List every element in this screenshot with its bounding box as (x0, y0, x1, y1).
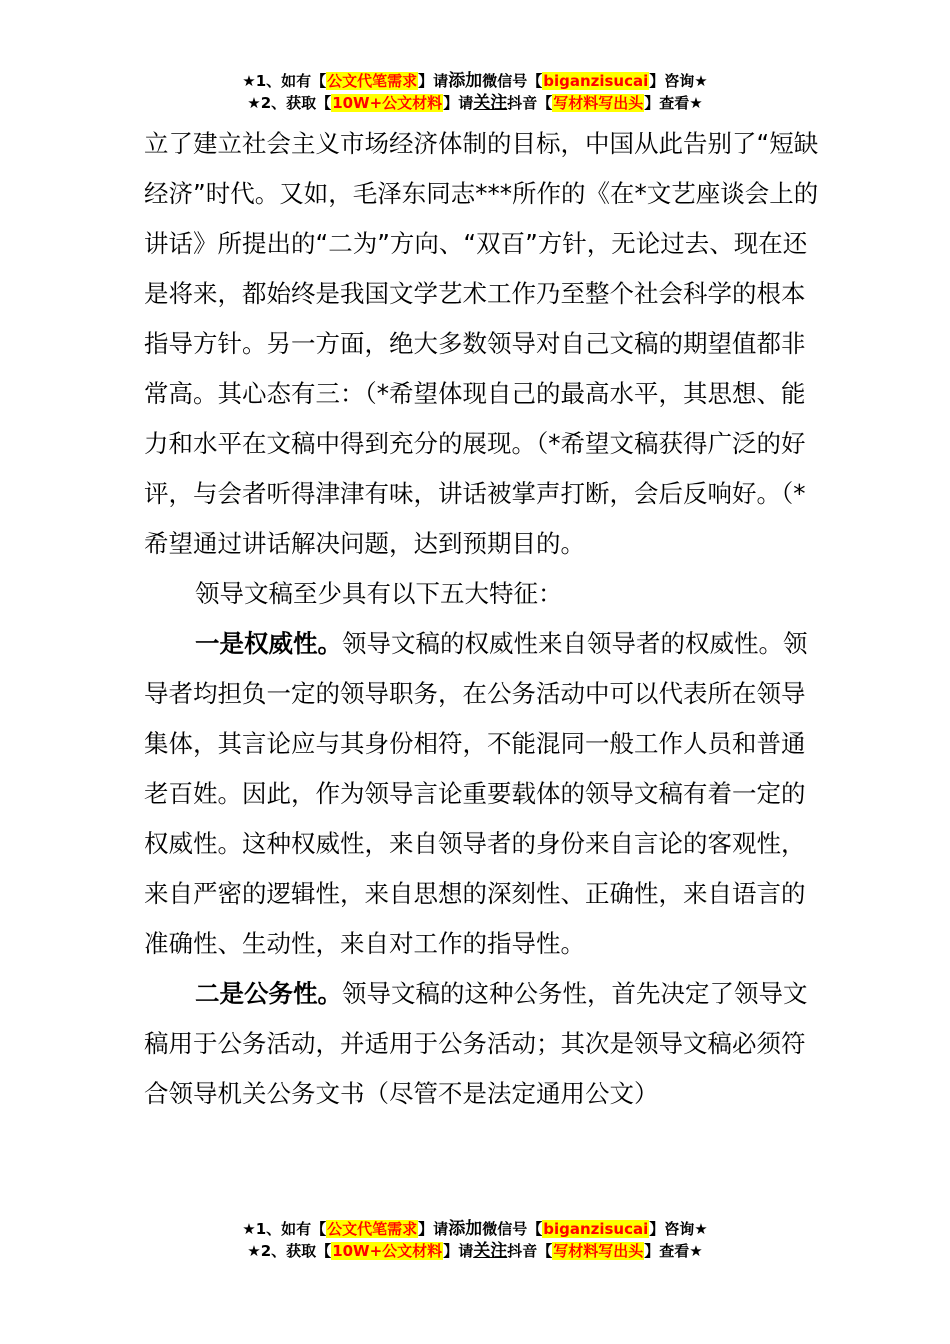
paragraph-2: 领导文稿至少具有以下五大特征： (195, 579, 563, 608)
star-icon: ★ (694, 1220, 708, 1238)
banner-line-1: ★1、如有【公文代笔需求】请添加微信号【biganzisucai】咨询★ (242, 71, 708, 91)
highlight-wechat-id: biganzisucai (543, 72, 649, 90)
star-icon: ★ (689, 1242, 703, 1260)
paragraph-1: 立了建立社会主义市场经济体制的目标，中国从此告别了“短缺经济”时代。又如，毛泽东同志***所作的《在*文艺座谈会上的讲话》所提出的“二为”方向、“双百”方针，无论过去、现在还是将来，都始终是我国文学艺术工作乃至整个社会科学的根本指导方针。另一方面，绝大多数领导对自己文稿的期望值都非常高。其心态有三：（*希望体现自己的最高水平，其思想、能力和水平在文稿中得到充分的展现。（*希望文稿获得广泛的好评，与会者听得津津有味，讲话被掌声打断，会后反响好。（*希望通过讲话解决问题，达到预期目的。 (144, 129, 819, 558)
document-body (144, 119, 824, 1119)
star-icon: ★ (242, 72, 256, 90)
footer-banner (0, 1218, 950, 1262)
highlight-douyin-account: 写材料写出头 (553, 94, 644, 112)
highlight-douyin-account: 写材料写出头 (553, 1242, 644, 1260)
highlight-service: 公文代笔需求 (327, 1220, 418, 1238)
star-icon: ★ (694, 72, 708, 90)
star-icon: ★ (247, 1242, 261, 1260)
paragraph-official: 二是公务性。领导文稿的这种公务性，首先决定了领导文稿用于公务活动，并适用于公务活动；其次是领导文稿必须符合领导机关公务文书（尽管不是法定通用公文） (144, 979, 808, 1108)
highlight-materials: 10W+公文材料 (332, 1242, 443, 1260)
star-icon: ★ (247, 94, 261, 112)
highlight-wechat-id: biganzisucai (543, 1220, 649, 1238)
section-lead-authority: 一是权威性。 (195, 629, 342, 658)
banner-line-1: ★1、如有【公文代笔需求】请添加微信号【biganzisucai】咨询★ (242, 1219, 708, 1239)
section-lead-official: 二是公务性。 (195, 979, 342, 1008)
star-icon: ★ (242, 1220, 256, 1238)
banner-line-2: ★2、获取【10W+公文材料】请关注抖音【写材料写出头】查看★ (247, 93, 703, 113)
star-icon: ★ (689, 94, 703, 112)
header-banner (0, 70, 950, 114)
banner-line-2: ★2、获取【10W+公文材料】请关注抖音【写材料写出头】查看★ (247, 1241, 703, 1261)
highlight-service: 公文代笔需求 (327, 72, 418, 90)
highlight-materials: 10W+公文材料 (332, 94, 443, 112)
paragraph-authority: 一是权威性。领导文稿的权威性来自领导者的权威性。领导者均担负一定的领导职务，在公务活动中可以代表所在领导集体，其言论应与其身份相符，不能混同一般工作人员和普通老百姓。因此，作为领导言论重要载体的领导文稿有着一定的权威性。这种权威性，来自领导者的身份来自言论的客观性，来自严密的逻辑性，来自思想的深刻性、正确性，来自语言的准确性、生动性，来自对工作的指导性。 (144, 629, 808, 958)
